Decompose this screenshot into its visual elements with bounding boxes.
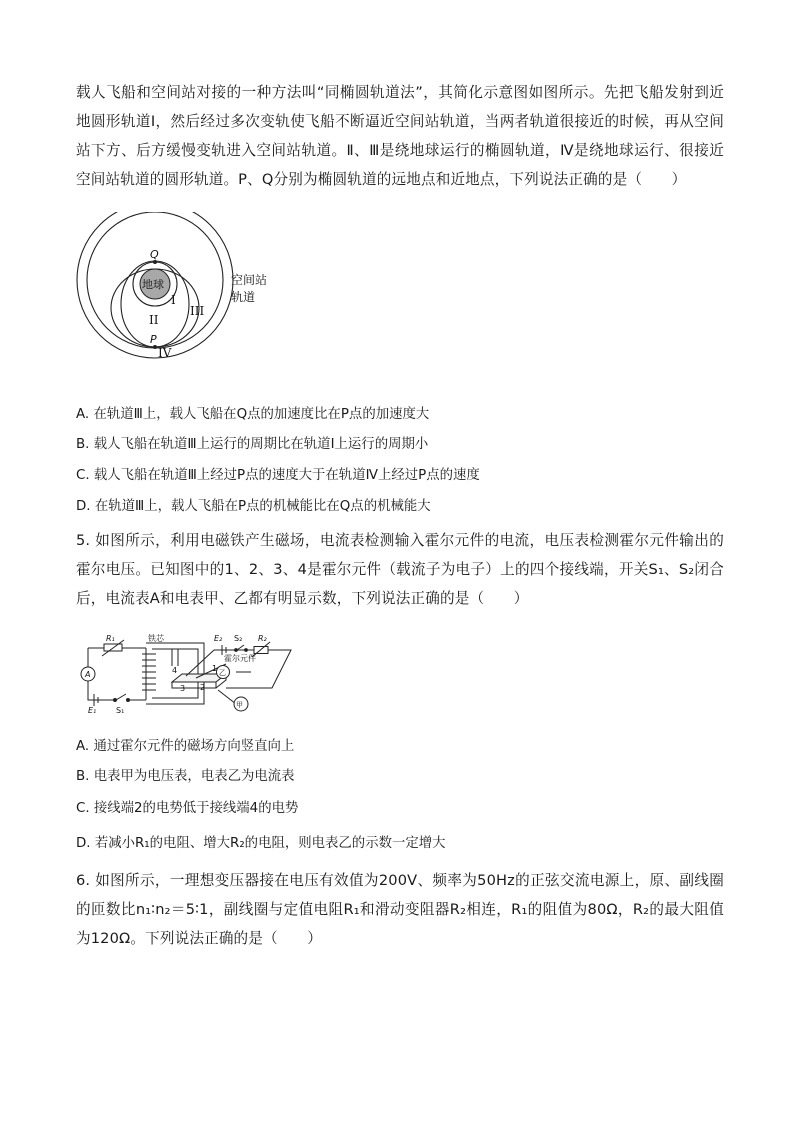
orbit-diagram [76, 212, 296, 372]
s1-label: S₁ [116, 706, 125, 715]
core-label: 铁芯 [148, 634, 164, 643]
q4-option-a: A. 在轨道Ⅲ上，载人飞船在Q点的加速度比在P点的加速度大 [76, 407, 430, 422]
station-orbit-label-2: 轨道 [231, 290, 256, 304]
hall-element-label: 霍尔元件 [224, 654, 256, 663]
hall-circuit-diagram [76, 630, 298, 716]
orbit-4-label: IV [158, 346, 172, 360]
q4-option-d: D. 在轨道Ⅲ上，载人飞船在P点的机械能比在Q点的机械能大 [76, 499, 431, 514]
terminal-1-label: 1 [212, 664, 218, 673]
point-p-label: P [150, 333, 157, 346]
q5-option-d: D. 若减小R₁的电阻、增大R₂的电阻，则电表乙的示数一定增大 [76, 836, 446, 851]
meter-yi-label: 乙 [219, 669, 226, 677]
orbit-1-label: I [171, 293, 176, 307]
terminal-4-label: 4 [172, 666, 178, 675]
station-orbit-label-1: 空间站 [231, 273, 268, 287]
earth-label: 地球 [142, 278, 164, 291]
orbit-2-label: II [149, 313, 159, 327]
ammeter-label: A [85, 670, 91, 679]
q6-stem: 6. 如图所示，一理想变压器接在电压有效值为200V、频率为50Hz的正弦交流电源上，原、副线圈的匝数比n₁∶n₂＝5∶1，副线圈与定值电阻R₁和滑动变阻器R₂相连，R₁的阻值为80Ω，R₂的最大阻值为120Ω。下列说法正确的是（ ） [76, 872, 724, 947]
e1-label: E₁ [88, 706, 97, 715]
q5-option-c: C. 接线端2的电势低于接线端4的电势 [76, 801, 299, 816]
q5-option-a: A. 通过霍尔元件的磁场方向竖直向上 [76, 739, 295, 754]
meter-jia-label: 甲 [236, 701, 243, 709]
q4-stem: 载人飞船和空间站对接的一种方法叫“同椭圆轨道法”，其简化示意图如图所示。先把飞船发射到近地圆形轨道Ⅰ，然后经过多次变轨使飞船不断逼近空间站轨道，当两者轨道很接近的时候，再从空间站下方、后方缓慢变轨进入空间站轨道。Ⅱ、Ⅲ是绕地球运行的椭圆轨道，Ⅳ是绕地球运行、很接近空间站轨道的圆形轨道。P、Q分别为椭圆轨道的远地点和近地点，下列说法正确的是（ ） [76, 84, 724, 188]
r2-label: R₂ [258, 634, 267, 643]
orbit-3-label: III [190, 304, 205, 318]
terminal-3-label: 3 [180, 684, 186, 693]
r1-label: R₁ [106, 634, 115, 643]
s2-label: S₂ [234, 634, 243, 643]
q4-option-c: C. 载人飞船在轨道Ⅲ上经过P点的速度大于在轨道Ⅳ上经过P点的速度 [76, 468, 480, 483]
q5-option-b: B. 电表甲为电压表，电表乙为电流表 [76, 769, 295, 784]
q5-stem: 5. 如图所示，利用电磁铁产生磁场，电流表检测输入霍尔元件的电流，电压表检测霍尔元件输出的霍尔电压。已知图中的1、2、3、4是霍尔元件（载流子为电子）上的四个接线端，开关S₁、S₂闭合后，电流表A和电表甲、乙都有明显示数，下列说法正确的是（ ） [76, 532, 724, 607]
q4-option-b: B. 载人飞船在轨道Ⅲ上运行的周期比在轨道Ⅰ上运行的周期小 [76, 437, 429, 452]
e2-label: E₂ [214, 634, 223, 643]
terminal-2-label: 2 [200, 683, 206, 692]
point-q-label: Q [150, 248, 159, 261]
